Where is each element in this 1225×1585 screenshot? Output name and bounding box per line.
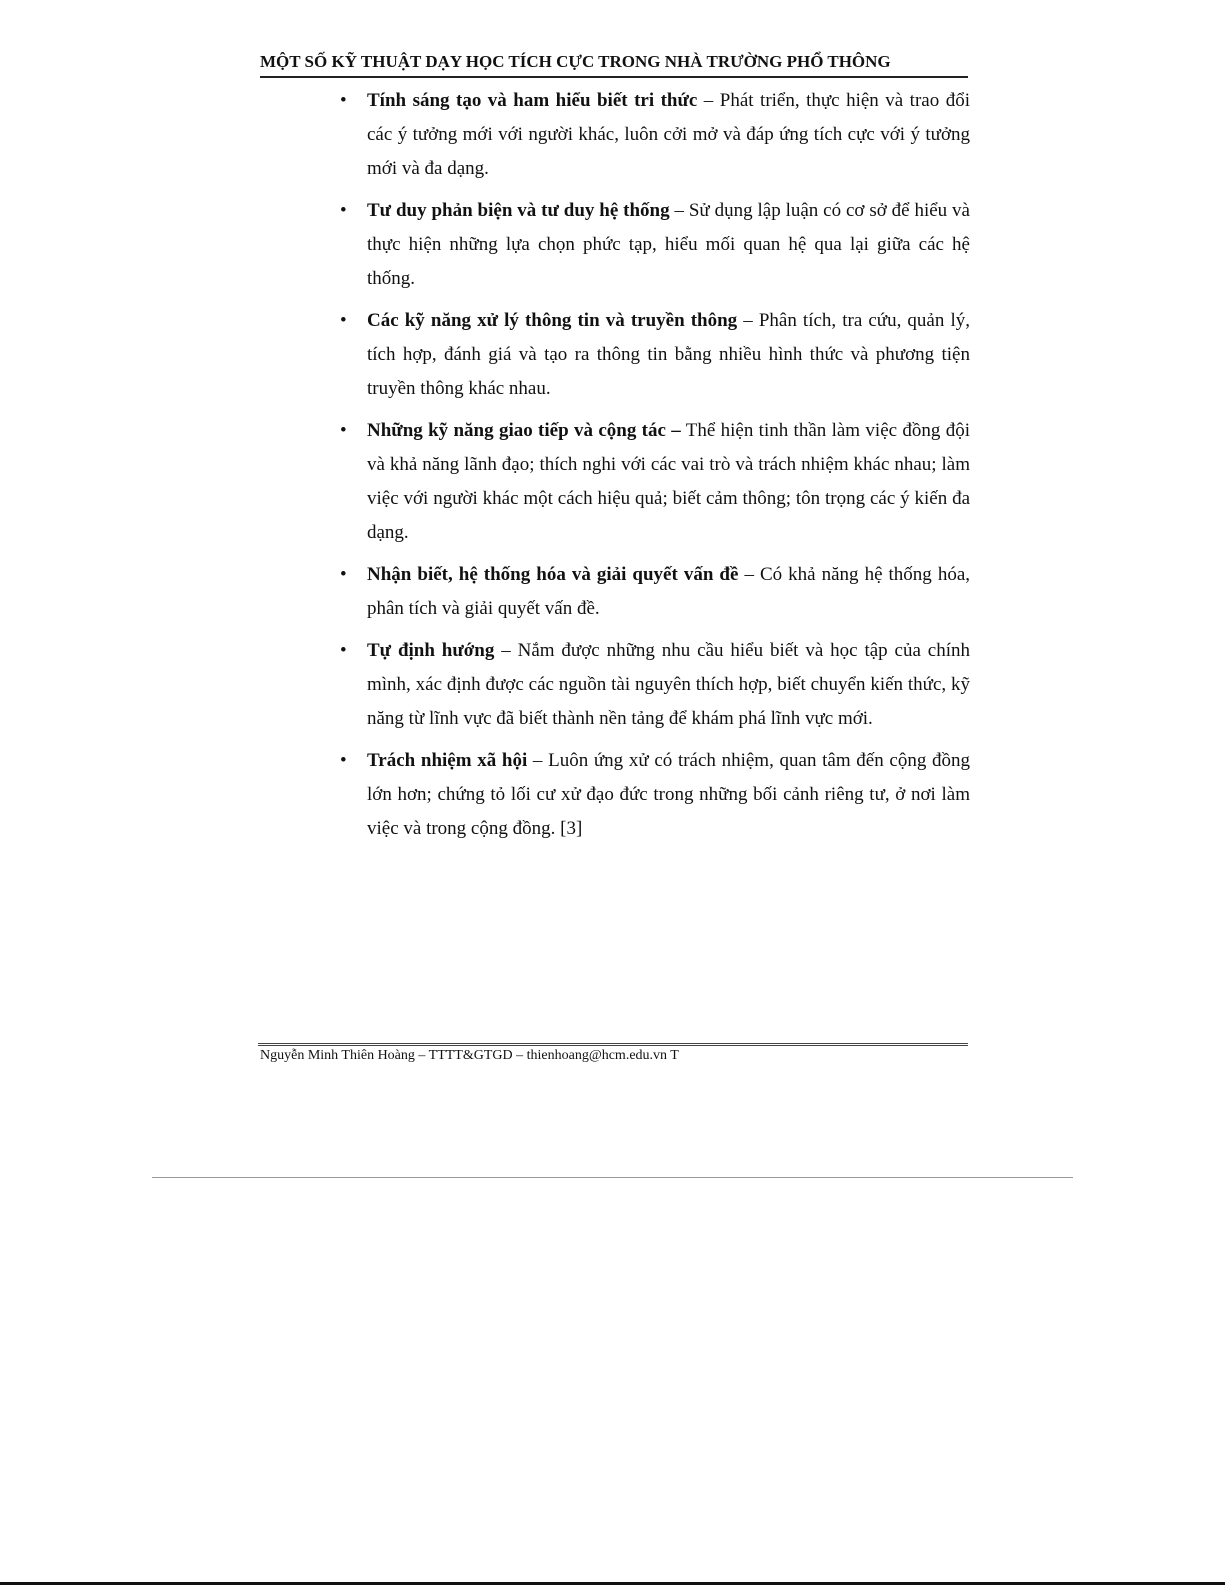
bullet-description: – Phát triển, thực hiện và trao đổi các ý tưởng mới với người khác, luôn cởi mở và đáp ứng tích cực với ý tưởng mới và đa dạng. <box>367 90 970 179</box>
footer-rule <box>258 1043 968 1046</box>
list-item <box>340 84 970 186</box>
bullet-icon: • <box>340 564 347 585</box>
page-header-title: MỘT SỐ KỸ THUẬT DẠY HỌC TÍCH CỰC TRONG NHÀ TRƯỜNG PHỔ THÔNG <box>260 52 891 71</box>
bullet-term: Tư duy phản biện và tư duy hệ thống <box>367 200 670 221</box>
page-separator <box>152 1177 1073 1178</box>
bullet-list <box>340 84 970 854</box>
bullet-term: Trách nhiệm xã hội <box>367 750 528 771</box>
bullet-term: Nhận biết, hệ thống hóa và giải quyết vấn đề <box>367 564 739 585</box>
bullet-description: – Phân tích, tra cứu, quản lý, tích hợp, đánh giá và tạo ra thông tin bằng nhiều hình thức và phương tiện truyền thông khác nhau. <box>367 310 970 399</box>
bullet-description: – Có khả năng hệ thống hóa, phân tích và giải quyết vấn đề. <box>367 564 971 619</box>
bullet-icon: • <box>340 310 347 331</box>
bullet-icon: • <box>340 90 347 111</box>
list-item <box>340 304 970 406</box>
bullet-term: Tự định hướng <box>367 640 495 661</box>
bullet-term: Những kỹ năng giao tiếp và cộng tác – <box>367 420 681 441</box>
bullet-icon: • <box>340 750 347 771</box>
bullet-icon: • <box>340 200 347 221</box>
list-item <box>340 744 970 846</box>
bullet-description: Thể hiện tinh thần làm việc đồng đội và khả năng lãnh đạo; thích nghi với các vai trò và trách nhiệm khác nhau; làm việc với người khác một cách hiệu quả; biết cảm thông; tôn trọng các ý kiến đa dạng. <box>367 420 971 543</box>
page-header <box>260 50 968 78</box>
bullet-icon: • <box>340 640 347 661</box>
bullet-description: – Sử dụng lập luận có cơ sở để hiểu và thực hiện những lựa chọn phức tạp, hiểu mối quan hệ qua lại giữa các hệ thống. <box>367 200 970 289</box>
list-item <box>340 194 970 296</box>
list-item <box>340 558 970 626</box>
bullet-term: Tính sáng tạo và ham hiểu biết tri thức <box>367 90 698 111</box>
bullet-description: – Nắm được những nhu cầu hiểu biết và học tập của chính mình, xác định được các nguồn tài nguyên thích hợp, biết chuyển kiến thức, kỹ năng từ lĩnh vực đã biết thành nền tảng để khám phá lĩnh vực mới. <box>367 640 970 729</box>
page-footer-text: Nguyễn Minh Thiên Hoàng – TTTT&GTGD – thienhoang@hcm.edu.vn T <box>260 1048 679 1063</box>
list-item <box>340 634 970 736</box>
list-item <box>340 414 970 550</box>
bullet-description: – Luôn ứng xử có trách nhiệm, quan tâm đến cộng đồng lớn hơn; chứng tỏ lối cư xử đạo đức trong những bối cảnh riêng tư, ở nơi làm việc và trong cộng đồng. [3] <box>367 750 971 839</box>
bullet-term: Các kỹ năng xử lý thông tin và truyền thông <box>367 310 738 331</box>
bullet-icon: • <box>340 420 347 441</box>
